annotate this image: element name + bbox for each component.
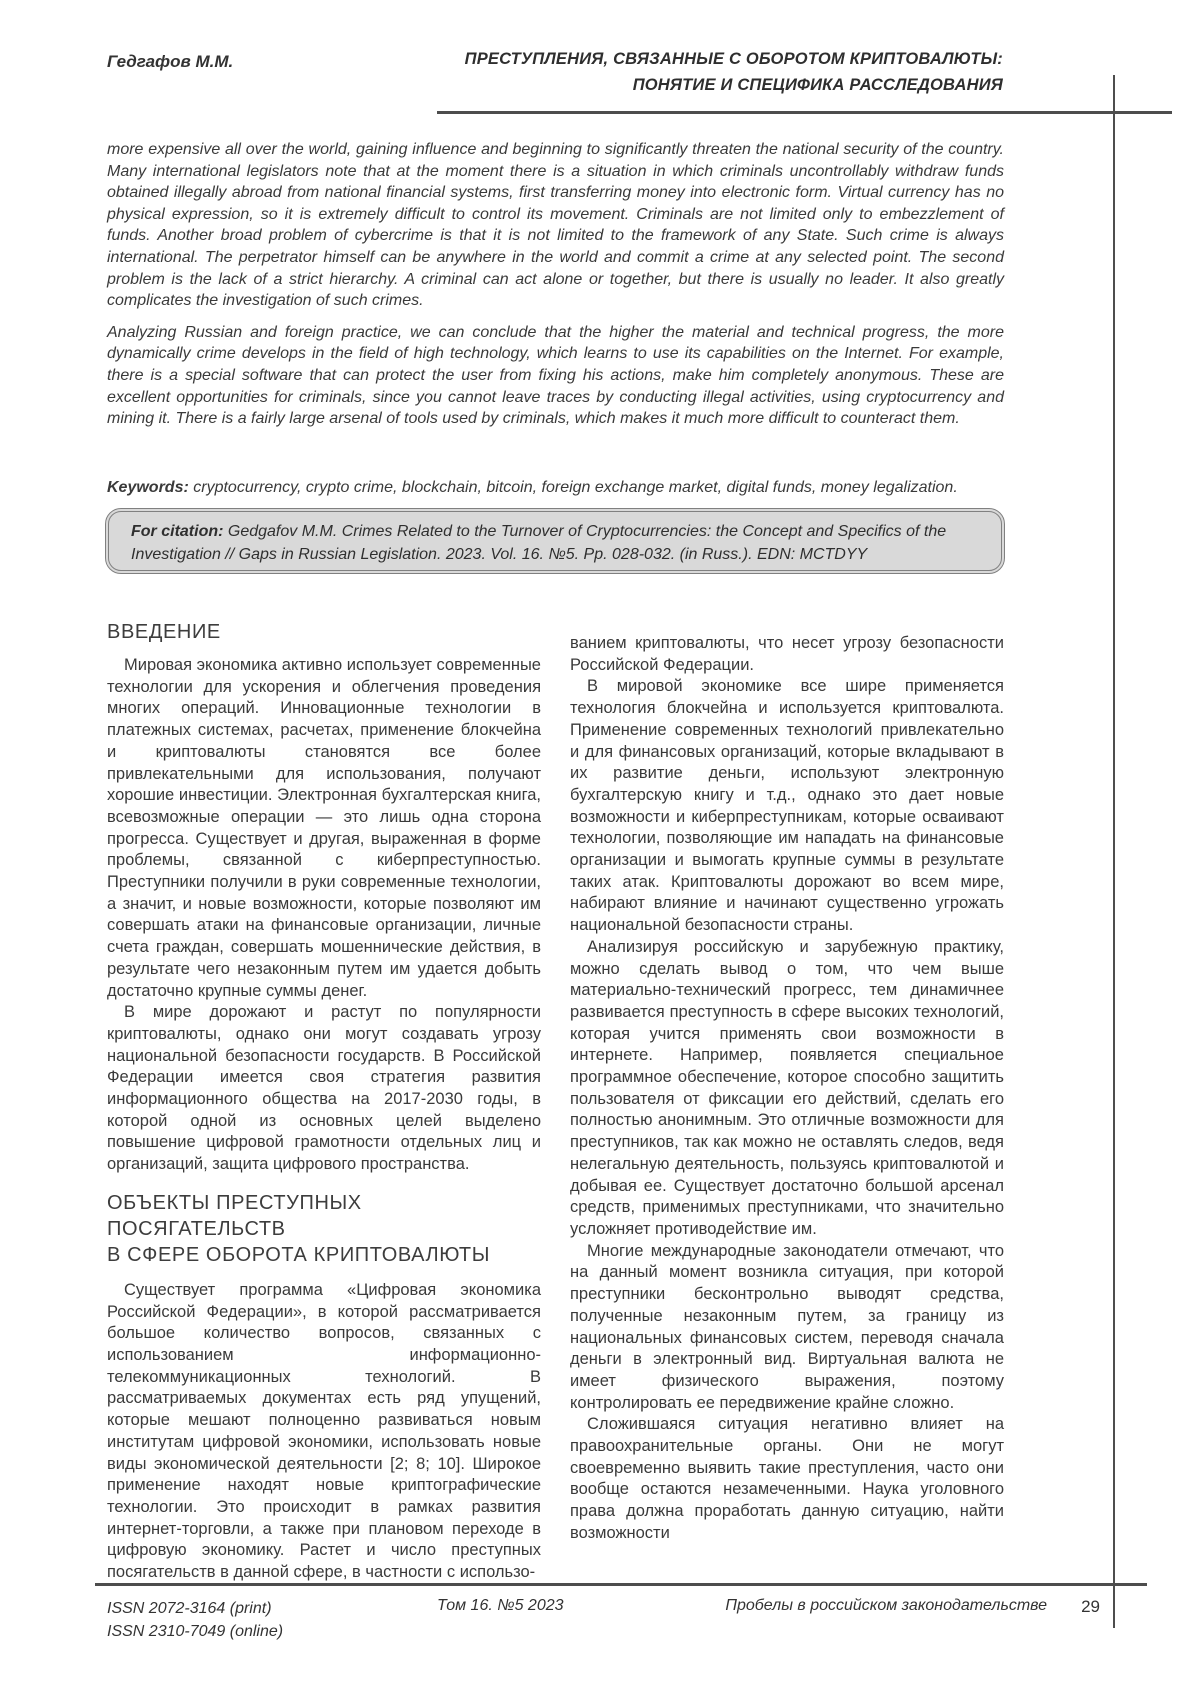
keywords-text: cryptocurrency, crypto crime, blockchain, bitcoin, foreign exchange market, digital funds, money legalization. — [188, 479, 958, 496]
citation-label: For citation: — [131, 523, 224, 540]
section-heading-objects-line2: В СФЕРЕ ОБОРОТА КРИПТОВАЛЮТЫ — [107, 1243, 491, 1266]
citation-box — [105, 508, 1005, 574]
body-paragraph: В мире дорожают и растут по популярности криптовалюты, однако они могут создавать угрозу национальной безопасности государств. В Российской Федерации имеется своя стратегия развития информационного общества на 2017-2030 годы, в которой одной из основных целей выделено повышение цифровой грамотности отдельных лиц и организаций, защита цифрового пространства. — [107, 1003, 541, 1174]
body-columns — [107, 615, 1004, 1582]
abstract-paragraph-2: Analyzing Russian and foreign practice, we can conclude that the higher the material and technical progress, the more dynamically crime develops in the field of high technology, which learns to use its capabilities on the Internet. For example, there is a special software that can protect the user from fixing his actions, make him completely anonymous. These are excellent opportunities for criminals, since you cannot leave traces by conducting illegal activities, using cryptocurrency and mining it. There is a fairly large arsenal of tools used by criminals, which makes it much more difficult to counteract them. — [107, 323, 1004, 428]
volume-info: Том 16. №5 2023 — [437, 1597, 564, 1614]
abstract-paragraph-1: more expensive all over the world, gaining influence and beginning to significantly threaten the national security of the country. Many international legislators note that at the moment there is a situation in which criminals uncontrollably withdraw funds obtained illegally abroad from national financial systems, first transferring money into electronic form. Virtual currency has no physical expression, so it is extremely difficult to control its movement. Criminals are not limited only to embezzlement of funds. Another broad problem of cybercrime is that it is not limited to the framework of any State. Such crime is always international. The perpetrator himself can be anywhere in the world and commit a crime at any selected point. The second problem is the lack of a strict hierarchy. A criminal can act alone or together, but there is usually no leader. It also greatly complicates the investigation of such crimes. — [107, 141, 1004, 310]
section-heading-objects — [107, 1190, 541, 1268]
header-rule — [437, 111, 1172, 114]
page-number: 29 — [1081, 1597, 1100, 1616]
issn-print: ISSN 2072-3164 (print) — [107, 1600, 272, 1617]
body-paragraph: В мировой экономике все шире применяется технология блокчейна и используется криптовалюта. Применение современных технологий привлекательно и для финансовых организаций, которые вкладывают в их развитие деньги, используют электронную бухгалтерскую книгу и т.д., однако это дает новые возможности и киберпреступникам, которые осваивают технологии, позволяющие им нападать на финансовые организации и вымогать крупные суммы в результате таких атак. Криптовалюты дорожают во всем мире, набирают влияние и начинают существенно угрожать национальной безопасности страны. — [570, 677, 1004, 935]
body-paragraph: Сложившаяся ситуация негативно влияет на правоохранительные органы. Они не могут своевременно выявить такие преступления, часто они вообще остаются незамеченными. Наука уголовного права должна проработать данную ситуацию, найти возможности — [570, 1415, 1004, 1542]
journal-name: Пробелы в российском законодательстве — [725, 1597, 1048, 1614]
body-paragraph: ванием криптовалюты, что несет угрозу безопасности Российской Федерации. — [570, 634, 1004, 674]
right-column — [570, 615, 1004, 1565]
page-footer — [107, 1597, 1100, 1643]
article-title-line1: ПРЕСТУПЛЕНИЯ, СВЯЗАННЫЕ С ОБОРОТОМ КРИПТОВАЛЮТЫ: — [464, 50, 1003, 68]
issn-online: ISSN 2310-7049 (online) — [107, 1623, 284, 1640]
keywords-label: Keywords: — [107, 479, 189, 496]
section-heading-objects-line1: ОБЪЕКТЫ ПРЕСТУПНЫХ ПОСЯГАТЕЛЬСТВ — [107, 1191, 362, 1240]
abstract — [107, 139, 1004, 440]
keywords-line — [107, 477, 1004, 499]
article-title-line2: ПОНЯТИЕ И СПЕЦИФИКА РАССЛЕДОВАНИЯ — [632, 76, 1003, 94]
body-paragraph: Мировая экономика активно использует современные технологии для ускорения и облегчения проведения многих операций. Инновационные технологии в платежных системах, расчетах, применение блокчейна и криптовалюты становятся все более привлекательными для использования, получают хорошие инвестиции. Электронная бухгалтерская книга, всевозможные операции — это лишь одна сторона прогресса. Существует и другая, выраженная в форме проблемы, связанной с киберпреступностью. Преступники получили в руки современные технологии, а значит, и новые возможности, которые позволяют им совершать атаки на финансовые организации, личные счета граждан, совершать мошеннические действия, в результате чего незаконным путем им удается добыть достаточно крупные суммы денег. — [107, 656, 541, 1000]
right-margin-rule — [1113, 75, 1115, 1628]
body-paragraph: Существует программа «Цифровая экономика Российской Федерации», в которой рассматривается большое количество вопросов, связанных с использованием информационно-телекоммуникационных технологий. В рассматриваемых документах есть ряд упущений, которые мешают полноценно развиваться новым институтам цифровой экономики, использовать новые виды экономической деятельности [2; 8; 10]. Широкое применение находят новые криптографические технологии. Это происходит в рамках развития интернет-торговли, а также при плановом переходе в цифровую экономику. Растет и число преступных посягательств в данной сфере, в частности с использо- — [107, 1280, 541, 1582]
author-name: Гедгафов М.М. — [107, 52, 234, 71]
issn-block — [107, 1597, 437, 1643]
body-paragraph: Многие международные законодатели отмечают, что на данный момент возникла ситуация, при которой преступники бесконтрольно выводят средства, полученные незаконным путем, за границу из национальных финансовых систем, переводя сначала деньги в электронный вид. Виртуальная валюта не имеет физического выражения, поэтому контролировать ее передвижение крайне сложно. — [570, 1241, 1004, 1412]
citation-text: Gedgafov M.M. Crimes Related to the Turnover of Cryptocurrencies: the Concept and Specifics of the Investigation // Gaps in Russian Legislation. 2023. Vol. 16. №5. Pp. 028-032. (in Russ.). EDN: MCTDYY — [131, 523, 947, 563]
body-paragraph: Анализируя российскую и зарубежную практику, можно сделать вывод о том, что чем выше материально-технический прогресс, тем динамичнее развивается преступность в сфере высоких технологий, которая учится применять свои возможности в интернете. Например, появляется специальное программное обеспечение, которое способно защитить пользователя от фиксации его действий, сделать его полностью анонимным. Это отличные возможности для преступников, так как можно не оставлять следов, ведя нелегальную деятельность, пользуясь криптовалютой и добывая ее. Существует достаточно большой арсенал средств, применимых преступниками, что значительно усложняет противодействие им. — [570, 937, 1004, 1238]
left-column — [107, 615, 541, 1582]
section-heading-introduction: ВВЕДЕНИЕ — [107, 621, 221, 643]
article-title — [363, 46, 1003, 98]
footer-rule — [95, 1583, 1147, 1586]
journal-wrap — [697, 1597, 1100, 1617]
